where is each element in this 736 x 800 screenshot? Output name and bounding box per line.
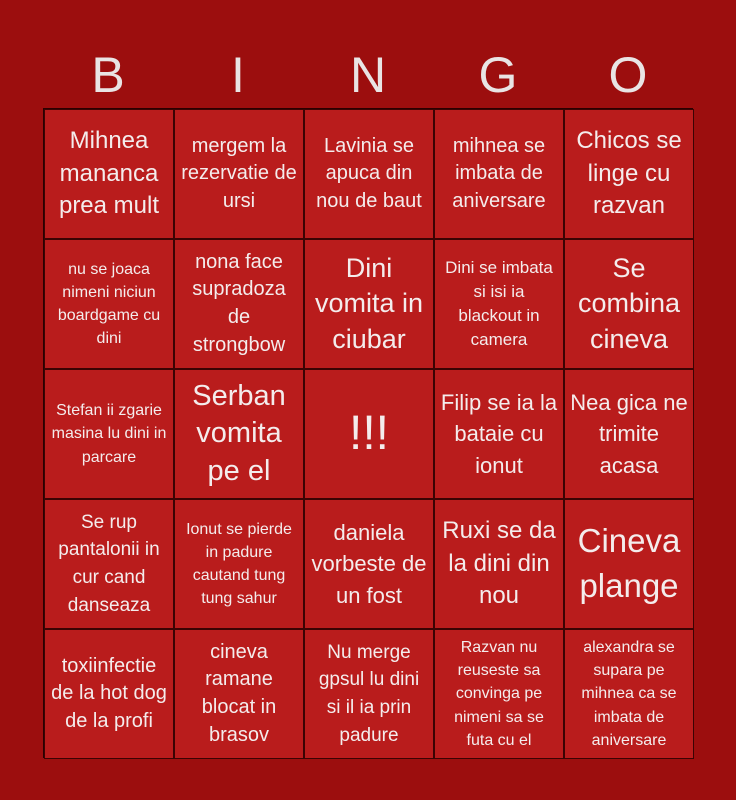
bingo-cell[interactable]: Serban vomita pe el (174, 369, 304, 499)
bingo-cell[interactable]: Dini vomita in ciubar (304, 239, 434, 369)
bingo-board (43, 108, 693, 758)
bingo-cell[interactable]: Se rup pantalonii in cur cand danseaza (44, 499, 174, 629)
free-space-cell[interactable]: !!! (304, 369, 434, 499)
bingo-cell[interactable]: Stefan ii zgarie masina lu dini in parcare (44, 369, 174, 499)
header-letter-n: N (349, 47, 387, 103)
bingo-cell[interactable]: Dini se imbata si isi ia blackout in camera (434, 239, 564, 369)
bingo-cell[interactable]: toxiinfectie de la hot dog de la profi (44, 629, 174, 759)
bingo-cell[interactable]: Razvan nu reuseste sa convinga pe nimeni sa se futa cu el (434, 629, 564, 759)
bingo-cell[interactable]: mergem la rezervatie de ursi (174, 109, 304, 239)
bingo-cell[interactable]: nona face supradoza de strongbow (174, 239, 304, 369)
bingo-cell[interactable]: Lavinia se apuca din nou de baut (304, 109, 434, 239)
bingo-cell[interactable]: Se combina cineva (564, 239, 694, 369)
bingo-cell[interactable]: cineva ramane blocat in brasov (174, 629, 304, 759)
header-letter-i: I (231, 47, 245, 103)
header-letter-o: O (608, 47, 648, 103)
bingo-cell[interactable]: nu se joaca nimeni niciun boardgame cu dini (44, 239, 174, 369)
bingo-cell[interactable]: Nu merge gpsul lu dini si il ia prin padure (304, 629, 434, 759)
bingo-cell[interactable]: Filip se ia la bataie cu ionut (434, 369, 564, 499)
bingo-cell[interactable]: Mihnea mananca prea mult (44, 109, 174, 239)
bingo-cell[interactable]: Nea gica ne trimite acasa (564, 369, 694, 499)
bingo-cell[interactable]: daniela vorbeste de un fost (304, 499, 434, 629)
bingo-cell[interactable]: alexandra se supara pe mihnea ca se imbata de aniversare (564, 629, 694, 759)
bingo-cell[interactable]: Ionut se pierde in padure cautand tung tung sahur (174, 499, 304, 629)
bingo-cell[interactable]: Ruxi se da la dini din nou (434, 499, 564, 629)
bingo-header (43, 42, 693, 108)
bingo-cell[interactable]: mihnea se imbata de aniversare (434, 109, 564, 239)
header-letter-g: G (478, 47, 518, 103)
header-letter-b: B (91, 47, 125, 103)
bingo-cell[interactable]: Cineva plange (564, 499, 694, 629)
bingo-cell[interactable]: Chicos se linge cu razvan (564, 109, 694, 239)
